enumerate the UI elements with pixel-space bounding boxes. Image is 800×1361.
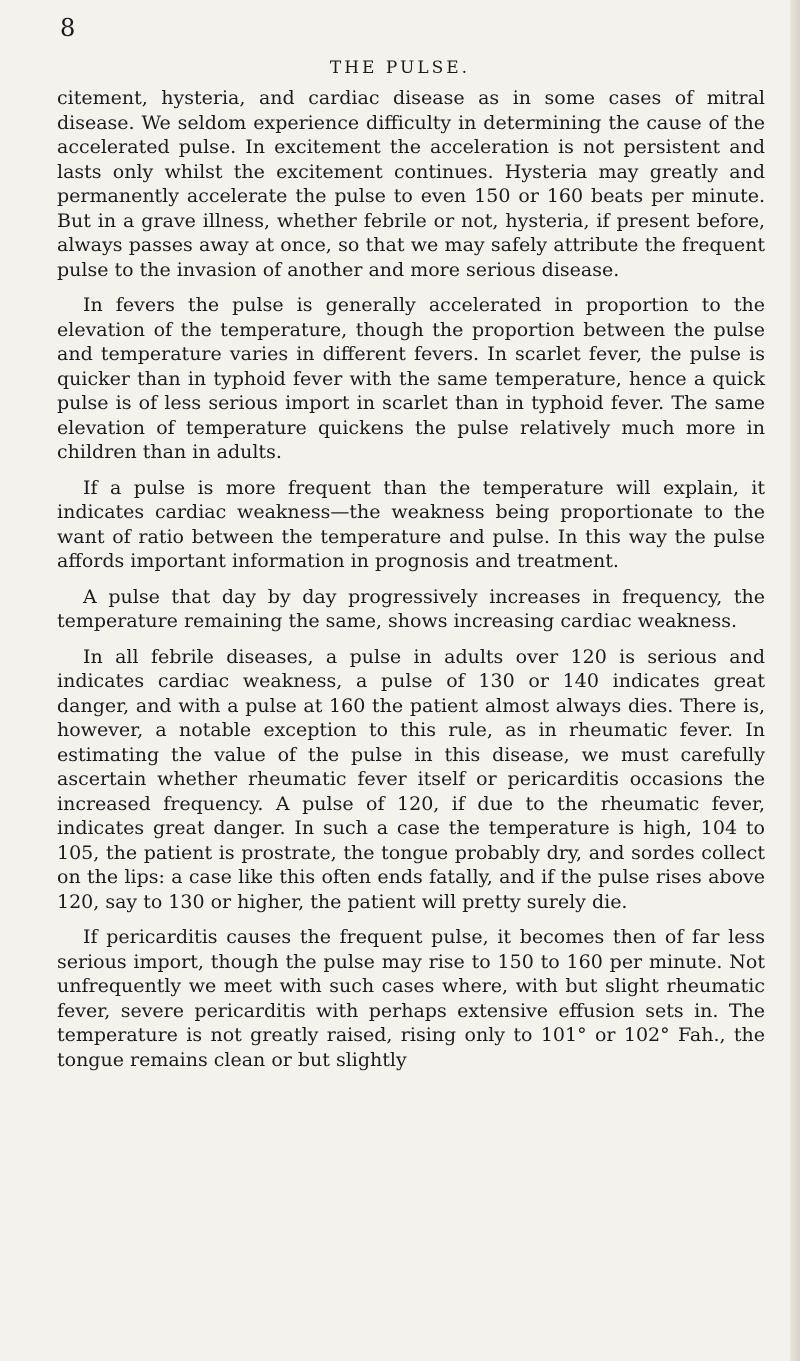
body-text xyxy=(57,86,765,1083)
paragraph-progressive-increase: A pulse that day by day progressively increases in frequency, the temperature remaining the same, shows increasing cardiac weakness. xyxy=(57,585,765,632)
paragraph-fevers: In fevers the pulse is generally accelerated in proportion to the elevation of the temperature, though the proportion between the pulse and temperature varies in different fevers. In scarlet fever, the pulse is quicker than in typhoid fever with the same temperature, hence a quick pulse is of less serious import in scarlet than in typhoid fever. The same elevation of temperature quickens the pulse relatively much more in children than in adults. xyxy=(57,294,765,463)
running-head: THE PULSE. xyxy=(329,58,471,78)
paragraph-febrile-diseases: In all febrile diseases, a pulse in adults over 120 is serious and indicates cardiac weakness, a pulse of 130 or 140 indicates great danger, and with a pulse at 160 the patient almost always dies. There is, however, a notable exception to this rule, as in rheumatic fever. In estimating the value of the pulse in this disease, we must carefully ascertain whether rheumatic fever itself or pericarditis occasions the increased frequency. A pulse of 120, if due to the rheumatic fever, indicates great danger. In such a case the temperature is high, 104 to 105, the patient is prostrate, the tongue probably dry, and sordes collect on the lips: a case like this often ends fatally, and if the pulse rises above 120, say to 130 or higher, the patient will pretty surely die. xyxy=(57,645,765,913)
page-number: 8 xyxy=(60,14,77,42)
paragraph-cardiac-weakness: If a pulse is more frequent than the temperature will explain, it indicates cardiac weakness—the weakness being proportionate to the want of ratio between the temperature and pulse. In this way the pulse affords important information in prognosis and treatment. xyxy=(57,476,765,572)
paragraph-pericarditis: If pericarditis causes the frequent pulse, it becomes then of far less serious import, though the pulse may rise to 150 to 160 per minute. Not unfrequently we meet with such cases where, with but slight rheumatic fever, severe pericarditis with perhaps extensive effusion sets in. The temperature is not greatly raised, rising only to 101° or 102° Fah., the tongue remains clean or but slightly xyxy=(57,926,765,1071)
paragraph-continued: citement, hysteria, and cardiac disease as in some cases of mitral disease. We seldom experience difficulty in determining the cause of the accelerated pulse. In excitement the acceleration is not persistent and lasts only whilst the excitement continues. Hysteria may greatly and permanently accelerate the pulse to even 150 or 160 beats per minute. But in a grave illness, whether febrile or not, hysteria, if present before, always passes away at once, so that we may safely attribute the frequent pulse to the invasion of another and more serious disease. xyxy=(57,87,765,281)
page-edge xyxy=(790,0,800,1361)
